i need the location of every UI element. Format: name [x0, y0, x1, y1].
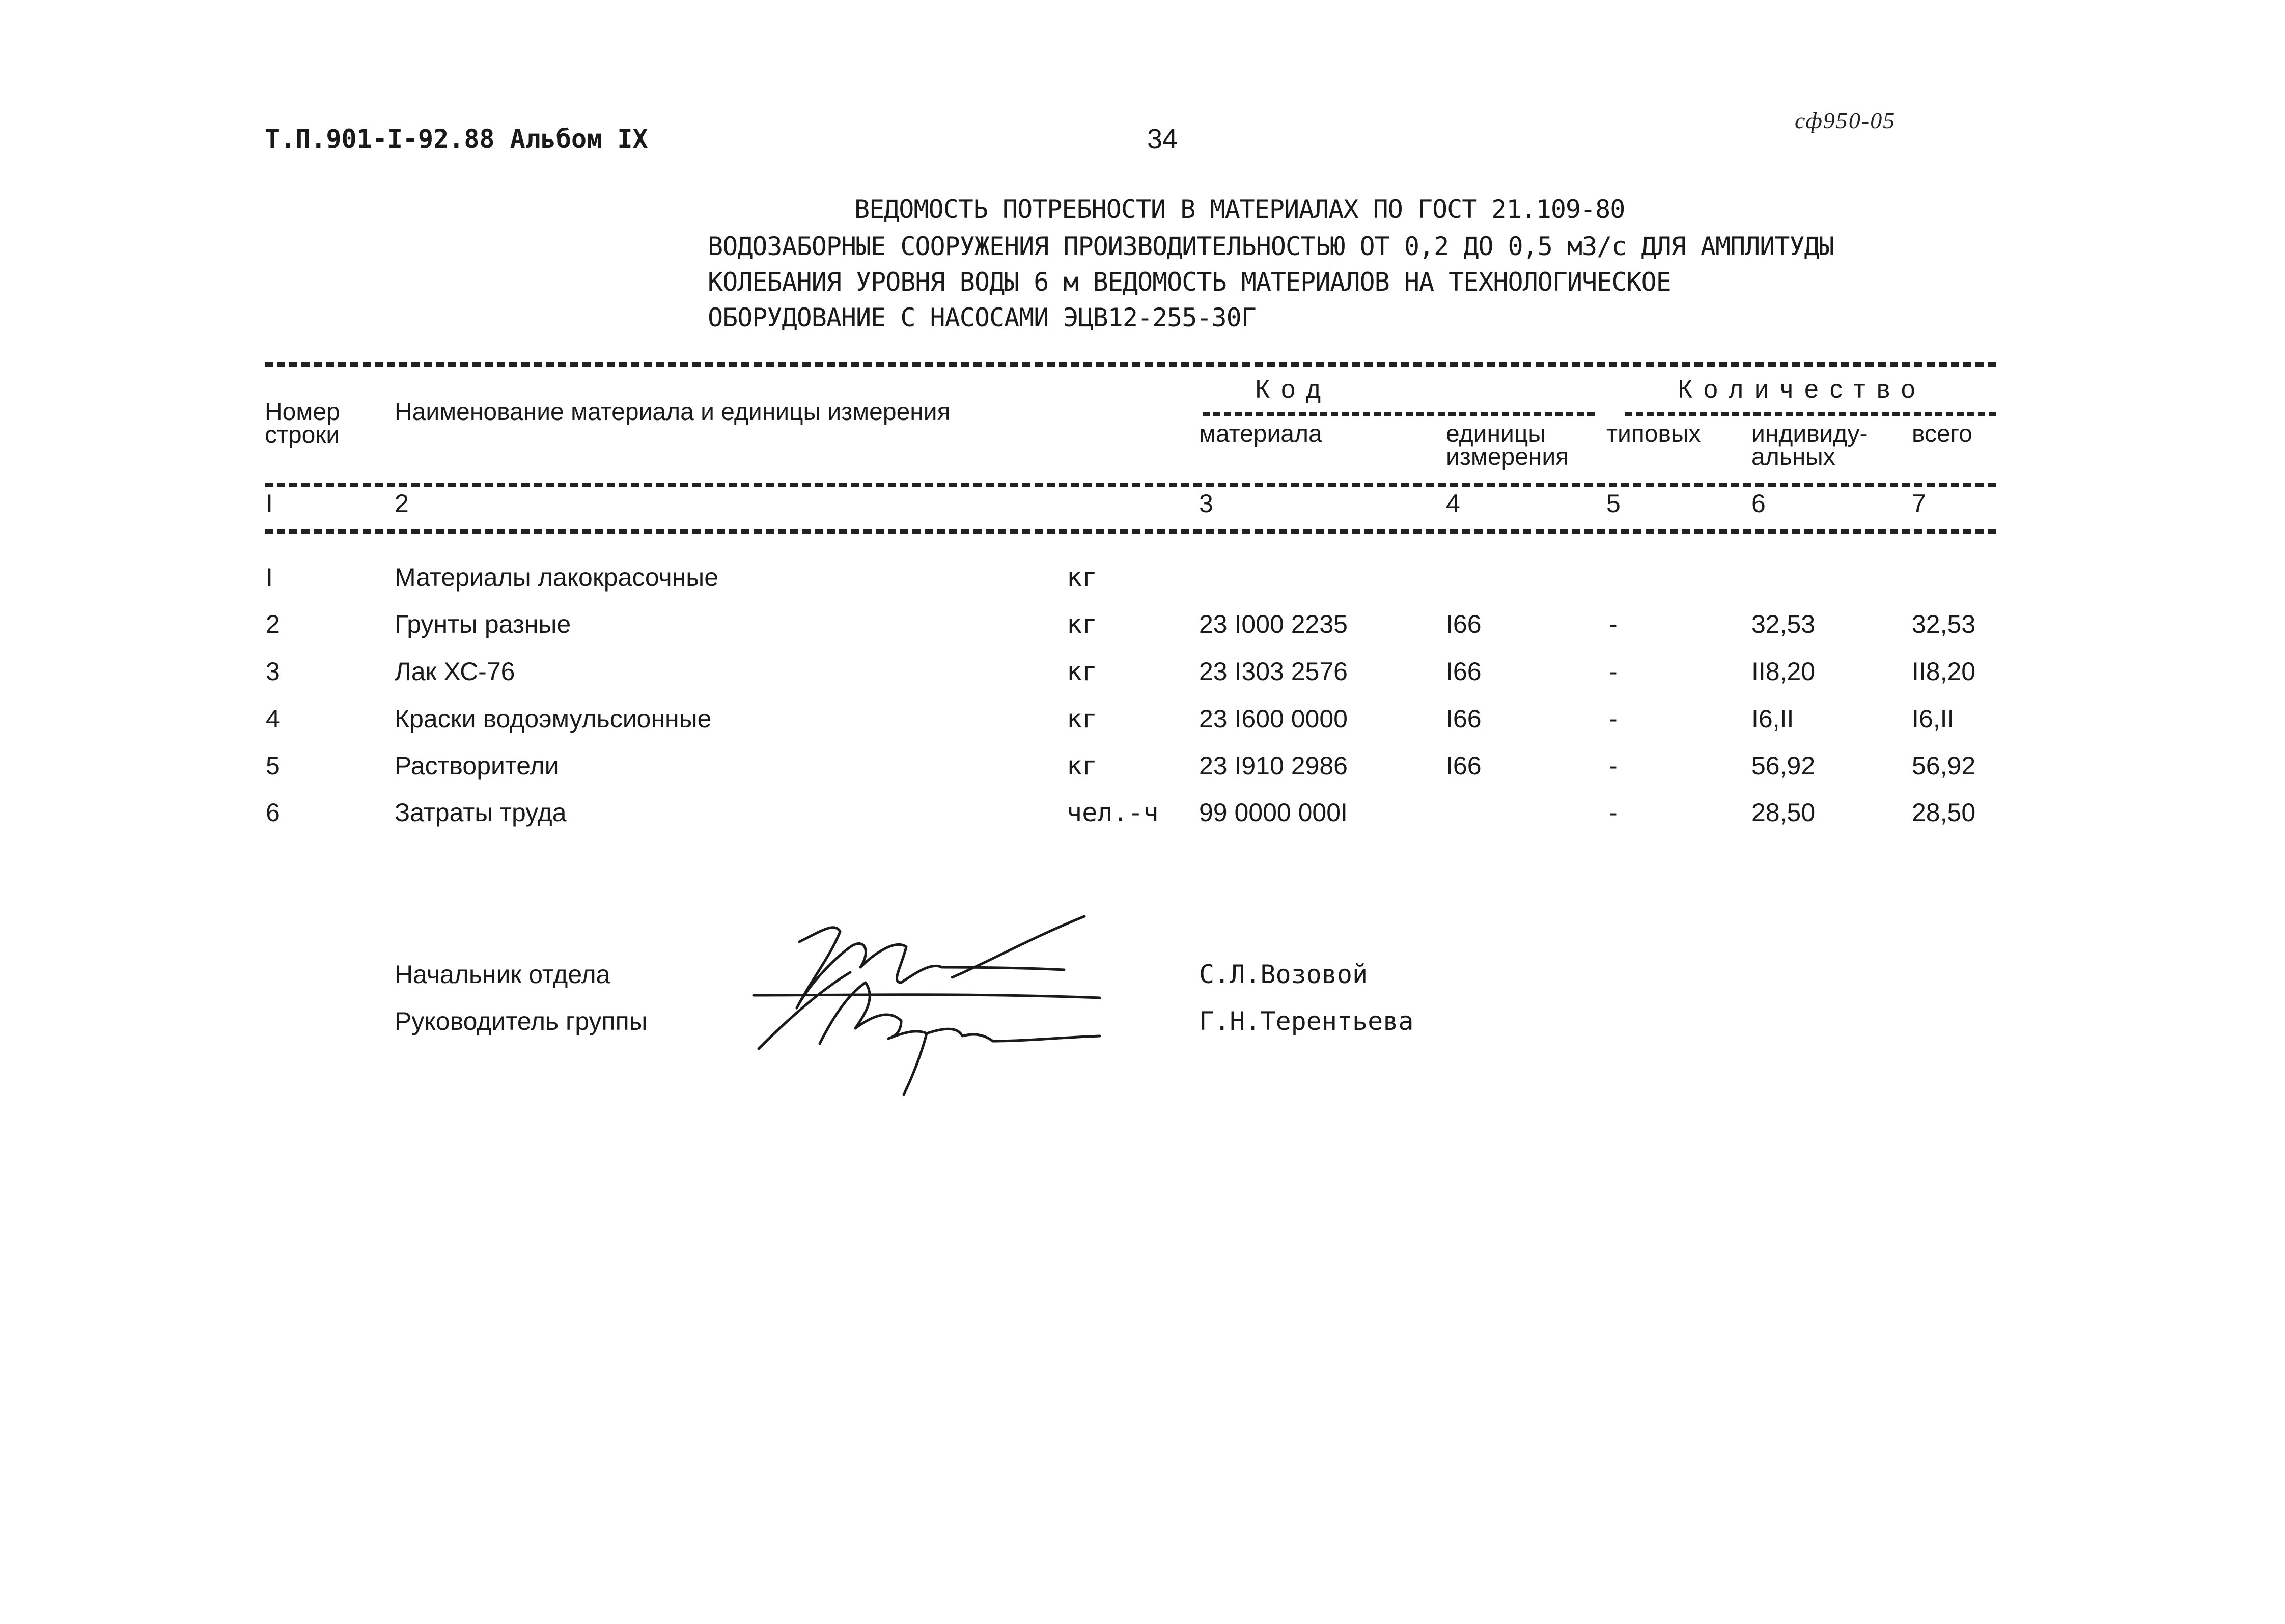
unit-cell: кг	[1067, 563, 1098, 592]
page-number: 34	[1147, 124, 1178, 154]
column-number-2: 2	[395, 489, 409, 518]
unit-code-cell: I66	[1446, 610, 1482, 638]
row-number-header-line-2: строки	[265, 422, 340, 449]
material-code-cell: 23 I303 2576	[1199, 657, 1348, 686]
row-number-cell: I	[266, 563, 273, 592]
material-code-cell: 23 I910 2986	[1199, 751, 1348, 780]
material-code-header: материала	[1199, 421, 1322, 447]
unit-code-cell: I66	[1446, 657, 1482, 686]
unit-code-header-line-2: измерения	[1446, 443, 1569, 470]
individual-cell: 28,50	[1751, 798, 1816, 827]
typical-cell: -	[1609, 610, 1618, 638]
material-name-cell: Лак ХС-76	[395, 657, 515, 686]
column-number-3: 3	[1199, 489, 1213, 518]
individual-cell: 32,53	[1751, 610, 1816, 638]
title-line-3: КОЛЕБАНИЯ УРОВНЯ ВОДЫ 6 м ВЕДОМОСТЬ МАТЕРИАЛОВ НА ТЕХНОЛОГИЧЕСКОЕ	[708, 267, 1671, 297]
row-number-cell: 5	[266, 751, 280, 780]
code-group-header: Код	[1255, 375, 1332, 403]
material-name-cell: Грунты разные	[395, 610, 571, 638]
header-top-rule	[265, 362, 1996, 367]
unit-cell: кг	[1067, 609, 1098, 639]
row-number-cell: 2	[266, 610, 280, 638]
typical-cell: -	[1609, 705, 1618, 733]
handwritten-signature-graphic	[748, 911, 1125, 1100]
unit-code-header-line-1: единицы	[1446, 421, 1546, 447]
unit-code-cell: I66	[1446, 705, 1482, 733]
title-line-2: ВОДОЗАБОРНЫЕ СООРУЖЕНИЯ ПРОИЗВОДИТЕЛЬНОСТЬЮ ОТ 0,2 ДО 0,5 м3/с ДЛЯ АМПЛИТУДЫ	[708, 232, 1834, 261]
signer-role-1: Начальник отдела	[395, 960, 610, 989]
material-name-cell: Затраты труда	[395, 798, 567, 827]
header-middle-rule	[265, 483, 1996, 487]
individual-cell: II8,20	[1751, 657, 1816, 686]
column-number-7: 7	[1912, 489, 1926, 518]
signer-name-1: С.Л.Возовой	[1199, 960, 1368, 989]
material-name-cell: Растворители	[395, 751, 559, 780]
document-code: Т.П.901-I-92.88 Альбом IX	[265, 124, 648, 154]
unit-code-cell: I66	[1446, 751, 1482, 780]
quantity-group-header: Количество	[1678, 375, 1927, 403]
material-code-cell: 23 I000 2235	[1199, 610, 1348, 638]
row-number-cell: 4	[266, 705, 280, 733]
individual-cell: I6,II	[1751, 705, 1794, 733]
quantity-group-rule	[1625, 412, 1996, 416]
typical-cell: -	[1609, 657, 1618, 686]
title-line-1: ВЕДОМОСТЬ ПОТРЕБНОСТИ В МАТЕРИАЛАХ ПО ГОСТ 21.109-80	[854, 194, 1625, 224]
typical-header: типовых	[1606, 421, 1701, 447]
typical-cell: -	[1609, 798, 1618, 827]
code-group-rule	[1203, 412, 1595, 416]
column-number-5: 5	[1606, 489, 1621, 518]
column-number-4: 4	[1446, 489, 1460, 518]
signer-name-2: Г.Н.Терентьева	[1199, 1006, 1414, 1036]
material-code-cell: 23 I600 0000	[1199, 705, 1348, 733]
typical-cell: -	[1609, 751, 1618, 780]
row-number-cell: 3	[266, 657, 280, 686]
total-cell: 56,92	[1912, 751, 1976, 780]
total-cell: 32,53	[1912, 610, 1976, 638]
column-number-6: 6	[1751, 489, 1766, 518]
individual-header-line-1: индивиду-	[1751, 421, 1868, 447]
individual-header-line-2: альных	[1751, 443, 1835, 470]
unit-cell: кг	[1067, 704, 1098, 734]
header-bottom-rule	[265, 529, 1996, 534]
individual-cell: 56,92	[1751, 751, 1816, 780]
unit-cell: чел.-ч	[1067, 798, 1159, 827]
material-name-cell: Материалы лакокрасочные	[395, 563, 719, 592]
total-cell: 28,50	[1912, 798, 1976, 827]
signer-role-2: Руководитель группы	[395, 1007, 648, 1035]
title-line-4: ОБОРУДОВАНИЕ С НАСОСАМИ ЭЦВ12-255-30Г	[708, 303, 1256, 332]
total-cell: II8,20	[1912, 657, 1976, 686]
unit-cell: кг	[1067, 751, 1098, 780]
total-cell: I6,II	[1912, 705, 1955, 733]
row-number-cell: 6	[266, 798, 280, 827]
total-header: всего	[1912, 421, 1972, 447]
material-code-cell: 99 0000 000I	[1199, 798, 1348, 827]
name-header: Наименование материала и единицы измерения	[395, 399, 951, 426]
column-number-1: I	[266, 489, 273, 518]
unit-cell: кг	[1067, 657, 1098, 686]
archive-mark: сф950-05	[1795, 107, 1896, 133]
row-number-header-line-1: Номер	[265, 399, 340, 426]
material-name-cell: Краски водоэмульсионные	[395, 705, 712, 733]
